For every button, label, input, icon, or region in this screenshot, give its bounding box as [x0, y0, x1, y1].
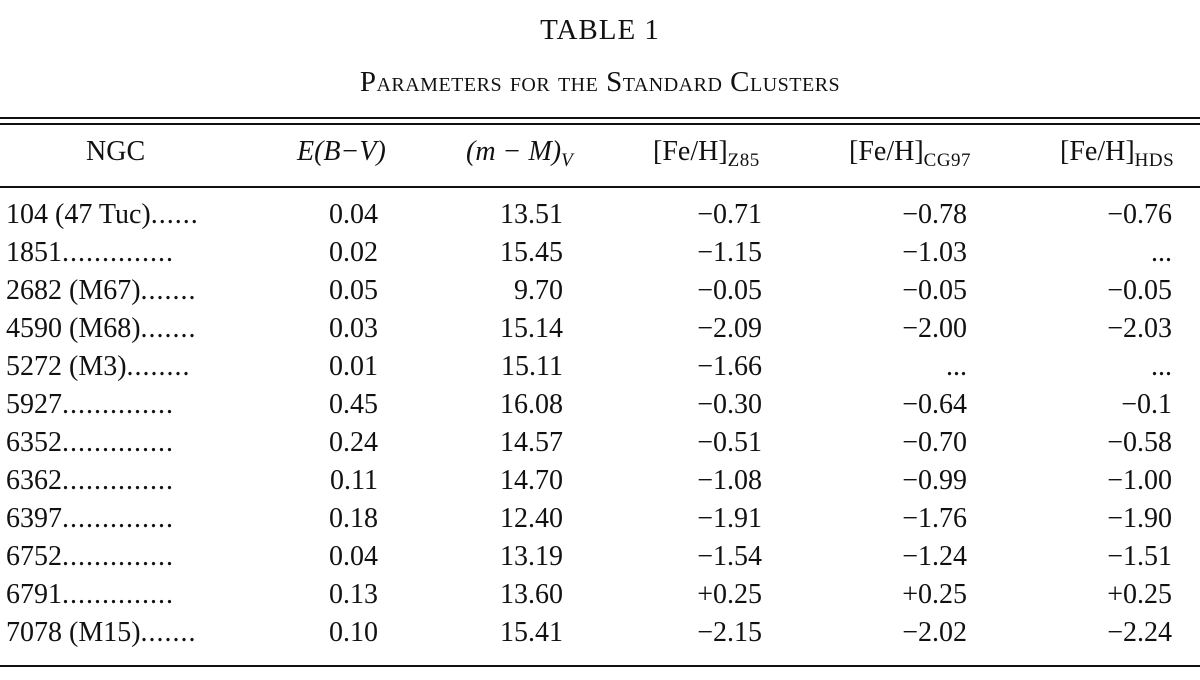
dot-leader: ..............	[62, 389, 174, 420]
cell-feh-cg97: −0.99	[902, 465, 967, 496]
header-ngc: NGC	[86, 136, 146, 167]
cell-feh-z85: −1.66	[697, 351, 762, 382]
cell-feh-hds: ...	[1151, 237, 1172, 268]
cell-feh-cg97: −1.03	[902, 237, 967, 268]
cell-feh-hds: −1.90	[1107, 503, 1172, 534]
cell-feh-hds: −1.51	[1107, 541, 1172, 572]
cell-feh-z85: −1.15	[697, 237, 762, 268]
cell-feh-z85: −1.54	[697, 541, 762, 572]
table-row	[0, 273, 1200, 311]
header-cg97-label: [Fe/H]	[849, 136, 924, 167]
cell-feh-z85: −0.51	[697, 427, 762, 458]
cell-feh-hds: −1.00	[1107, 465, 1172, 496]
cell-ebv: 0.04	[329, 541, 378, 572]
header-feh-z85	[653, 136, 760, 172]
cell-ebv: 0.04	[329, 199, 378, 230]
dot-leader: ..............	[62, 503, 174, 534]
table-number: TABLE 1	[540, 14, 660, 46]
cell-distance-modulus: 15.14	[500, 313, 563, 344]
cell-ngc	[6, 541, 242, 573]
cell-distance-modulus: 15.41	[500, 617, 563, 648]
cell-ngc	[6, 389, 242, 421]
dot-leader: .......	[140, 275, 197, 306]
cell-feh-cg97: −1.24	[902, 541, 967, 572]
cell-feh-cg97: −2.02	[902, 617, 967, 648]
cell-feh-hds: −2.03	[1107, 313, 1172, 344]
cell-ebv: 0.02	[329, 237, 378, 268]
cell-ngc-label: 104 (47 Tuc)	[6, 199, 151, 230]
table-row	[0, 349, 1200, 387]
cell-feh-z85: −1.91	[697, 503, 762, 534]
cell-ngc-label: 6791	[6, 579, 62, 610]
dot-leader: .......	[140, 617, 197, 648]
cell-ngc-label: 6362	[6, 465, 62, 496]
cell-ebv: 0.03	[329, 313, 378, 344]
cell-feh-z85: −0.30	[697, 389, 762, 420]
bottom-rule	[0, 665, 1200, 667]
cell-ngc	[6, 199, 242, 231]
cell-ngc	[6, 275, 242, 307]
cell-feh-z85: −0.05	[697, 275, 762, 306]
cell-ebv: 0.18	[329, 503, 378, 534]
cell-feh-cg97: −0.64	[902, 389, 967, 420]
header-feh-cg97	[849, 136, 971, 172]
table-body	[0, 197, 1200, 653]
dot-leader: ..............	[62, 427, 174, 458]
cell-distance-modulus: 16.08	[500, 389, 563, 420]
cell-distance-modulus: 14.57	[500, 427, 563, 458]
table-row	[0, 577, 1200, 615]
cell-ebv: 0.24	[329, 427, 378, 458]
cell-ebv: 0.45	[329, 389, 378, 420]
cell-ngc-label: 6752	[6, 541, 62, 572]
cell-ngc-label: 5927	[6, 389, 62, 420]
dot-leader: ........	[126, 351, 191, 382]
table-row	[0, 311, 1200, 349]
cell-ngc	[6, 617, 242, 649]
header-z85-label: [Fe/H]	[653, 136, 728, 167]
cell-ebv: 0.01	[329, 351, 378, 382]
cell-distance-modulus: 13.60	[500, 579, 563, 610]
header-feh-hds	[1060, 136, 1174, 172]
table-caption: Parameters for the Standard Clusters	[359, 66, 841, 98]
cell-feh-hds: −0.58	[1107, 427, 1172, 458]
cell-distance-modulus: 12.40	[500, 503, 563, 534]
cell-feh-hds: −0.05	[1107, 275, 1172, 306]
dot-leader: ......	[150, 199, 199, 230]
header-rule	[0, 186, 1200, 188]
header-cg97-subscript: CG97	[923, 150, 972, 171]
cell-feh-hds: ...	[1151, 351, 1172, 382]
top-rule-outer	[0, 117, 1200, 119]
header-hds-label: [Fe/H]	[1060, 136, 1135, 167]
cell-ngc	[6, 427, 242, 459]
cell-distance-modulus: 15.11	[501, 351, 563, 382]
cell-feh-z85: +0.25	[697, 579, 762, 610]
cell-feh-cg97: −1.76	[902, 503, 967, 534]
table-row	[0, 539, 1200, 577]
table-row	[0, 615, 1200, 653]
cell-feh-cg97: +0.25	[902, 579, 967, 610]
table-row	[0, 235, 1200, 273]
cell-ngc	[6, 579, 242, 611]
header-ebv-label: E(B−V)	[297, 136, 386, 167]
cell-ebv: 0.05	[329, 275, 378, 306]
header-z85-subscript: Z85	[727, 150, 760, 171]
cell-distance-modulus: 13.51	[500, 199, 563, 230]
cell-distance-modulus: 13.19	[500, 541, 563, 572]
cell-feh-cg97: −0.05	[902, 275, 967, 306]
table-header-row	[0, 136, 1200, 180]
cell-ngc-label: 4590 (M68)	[6, 313, 141, 344]
cell-ngc-label: 5272 (M3)	[6, 351, 127, 382]
cell-ngc-label: 7078 (M15)	[6, 617, 141, 648]
cell-ngc-label: 2682 (M67)	[6, 275, 141, 306]
cell-ngc	[6, 237, 242, 269]
cell-distance-modulus: 9.70	[514, 275, 563, 306]
cell-distance-modulus: 15.45	[500, 237, 563, 268]
cell-feh-z85: −2.15	[697, 617, 762, 648]
cell-feh-hds: −0.1	[1121, 389, 1172, 420]
cell-ngc	[6, 503, 242, 535]
dot-leader: ..............	[62, 465, 174, 496]
header-dm-label: (m − M)	[466, 136, 562, 167]
cell-ngc	[6, 313, 242, 345]
cell-feh-z85: −0.71	[697, 199, 762, 230]
dot-leader: .......	[140, 313, 197, 344]
header-ebv	[297, 136, 386, 168]
table-row	[0, 463, 1200, 501]
table-row	[0, 387, 1200, 425]
dot-leader: ..............	[62, 541, 174, 572]
header-distance-modulus	[466, 136, 573, 172]
table-row	[0, 425, 1200, 463]
dot-leader: ..............	[62, 237, 174, 268]
table-row	[0, 501, 1200, 539]
cell-feh-cg97: −0.78	[902, 199, 967, 230]
cell-feh-z85: −2.09	[697, 313, 762, 344]
table-row	[0, 197, 1200, 235]
cell-feh-cg97: ...	[946, 351, 967, 382]
cell-feh-cg97: −0.70	[902, 427, 967, 458]
dot-leader: ..............	[62, 579, 174, 610]
cell-ngc-label: 6397	[6, 503, 62, 534]
header-hds-subscript: HDS	[1134, 150, 1175, 171]
cell-ngc	[6, 351, 242, 383]
cell-ngc-label: 1851	[6, 237, 62, 268]
cell-distance-modulus: 14.70	[500, 465, 563, 496]
cell-feh-hds: −0.76	[1107, 199, 1172, 230]
header-dm-subscript: V	[561, 150, 573, 171]
cell-feh-hds: −2.24	[1107, 617, 1172, 648]
cell-feh-cg97: −2.00	[902, 313, 967, 344]
cell-ngc	[6, 465, 242, 497]
cell-ebv: 0.13	[329, 579, 378, 610]
cell-feh-hds: +0.25	[1107, 579, 1172, 610]
cell-ngc-label: 6352	[6, 427, 62, 458]
cell-ebv: 0.10	[329, 617, 378, 648]
top-rule-inner	[0, 123, 1200, 125]
cell-ebv: 0.11	[330, 465, 378, 496]
cell-feh-z85: −1.08	[697, 465, 762, 496]
